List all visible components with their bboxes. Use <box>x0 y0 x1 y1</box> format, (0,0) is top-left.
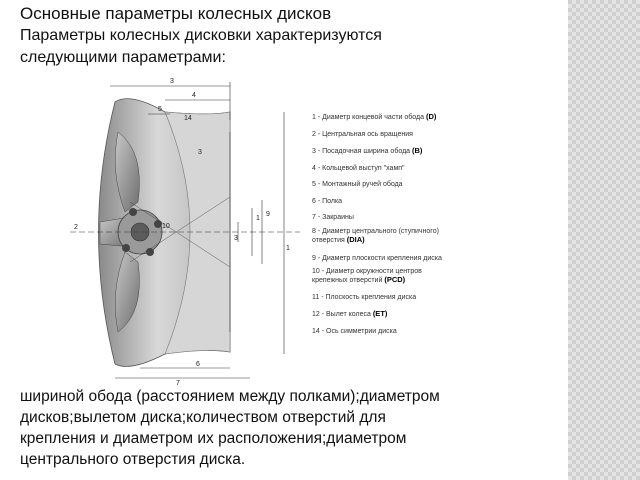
dim-label: 3 <box>170 78 174 85</box>
dim-label: 9 <box>266 211 270 218</box>
dim-label: 10 <box>162 223 170 230</box>
dim-label: 5 <box>158 106 162 113</box>
legend-item: 10 - Диаметр окружности центров крепежных отверстий (PCD) <box>312 268 422 284</box>
bolt-hole <box>154 220 162 228</box>
legend-item: 12 - Вылет колеса (ET) <box>312 309 388 318</box>
legend-item: 3 - Посадочная ширина обода (B) <box>312 146 423 155</box>
dim-label: 7 <box>176 380 180 387</box>
legend-item: 6 - Полка <box>312 198 343 205</box>
bolt-hole <box>122 244 130 252</box>
slide-intro: Параметры колесных дисковки характеризуются следующими параметрами: <box>20 27 382 66</box>
slide-title: Основные параметры колесных дисков <box>20 4 332 23</box>
dim-label: 6 <box>196 361 200 368</box>
dim-label: 1 <box>286 245 290 252</box>
dim-label: 2 <box>74 224 78 231</box>
legend-item: 2 - Центральная ось вращения <box>312 131 413 138</box>
bolt-hole <box>129 208 137 216</box>
legend-item: 4 - Кольцевой выступ "хамп" <box>312 165 405 172</box>
dim-label: 14 <box>184 115 192 122</box>
dim-label: 4 <box>192 92 196 99</box>
legend-item: 9 - Диаметр плоскости крепления диска <box>312 255 442 262</box>
slide-sidebar-pattern <box>568 0 640 480</box>
legend-item: 7 - Закраины <box>312 214 354 221</box>
slide-body-text: шириной обода (расстоянием между полками);диаметром дисков;вылетом диска;количеством отверстий для крепления и диаметром их расположения;диаметром центрального отверстия диска. <box>20 388 440 468</box>
wheel-diagram <box>70 72 310 388</box>
legend-item: 11 - Плоскость крепления диска <box>312 294 417 301</box>
legend-item: 5 - Монтажный ручей обода <box>312 181 403 188</box>
legend-item: 1 - Диаметр концевой части обода (D) <box>312 112 437 121</box>
legend-item: 8 - Диаметр центрального (ступичного) отверстия (DIA) <box>312 228 439 244</box>
dim-label: 3 <box>198 149 202 156</box>
legend-item: 14 - Ось симметрии диска <box>312 328 397 335</box>
dim-label: 3 <box>234 235 238 242</box>
dim-label: 1 <box>256 215 260 222</box>
